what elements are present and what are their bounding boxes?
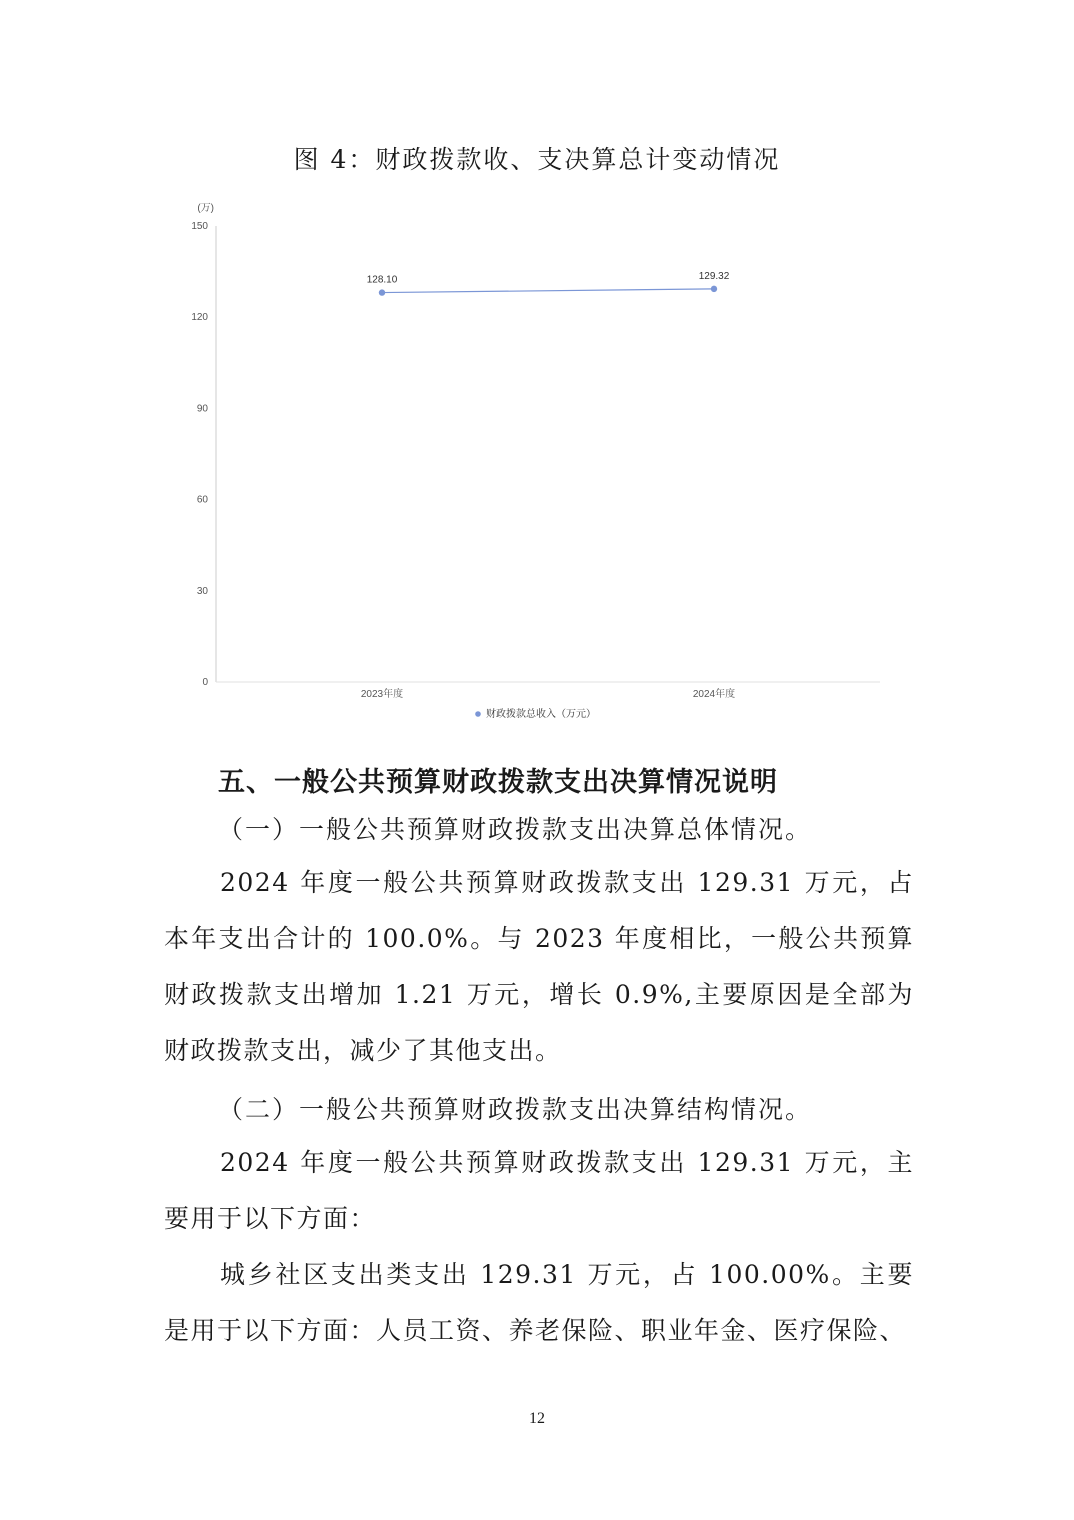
paragraph-overall: 2024 年度一般公共预算财政拨款支出 129.31 万元，占本年支出合计的 100.0%。与 2023 年度相比，一般公共预算财政拨款支出增加 1.21 万元，增长 0.9%,主要原因是全部为财政拨款支出，减少了其他支出。	[164, 868, 914, 1065]
subheading-structure: （二）一般公共预算财政拨款支出决算结构情况。	[218, 1095, 813, 1124]
y-tick-label: 120	[191, 312, 208, 324]
data-label: 129.32	[698, 270, 730, 282]
data-point	[711, 286, 717, 292]
legend-marker	[475, 711, 481, 717]
page-number: 12	[529, 1410, 545, 1427]
data-label: 128.10	[366, 274, 398, 286]
series-line	[382, 289, 714, 293]
x-tick-label: 2023年度	[360, 689, 404, 700]
y-tick-label: 60	[196, 494, 208, 506]
y-tick-label: 0	[202, 677, 208, 688]
section-heading: 五、一般公共预算财政拨款支出决算情况说明	[218, 767, 778, 798]
y-tick-label: 30	[196, 585, 208, 597]
subheading-overall: （一）一般公共预算财政拨款支出决算总体情况。	[218, 815, 813, 844]
data-point	[379, 289, 385, 295]
x-tick-label: 2024年度	[692, 689, 736, 700]
line-chart	[0, 195, 1074, 735]
y-tick-label: 90	[196, 403, 208, 415]
paragraph-structure: 2024 年度一般公共预算财政拨款支出 129.31 万元，主要用于以下方面：	[164, 1148, 914, 1233]
y-tick-label: 150	[191, 221, 208, 232]
y-axis-unit-label: (万)	[197, 203, 214, 214]
figure-title: 图 4：财政拨款收、支决算总计变动情况	[293, 145, 781, 174]
legend-label: 财政拨款总收入（万元）	[486, 709, 596, 720]
paragraph-urban-community: 城乡社区支出类支出 129.31 万元，占 100.00%。主要是用于以下方面：人员工资、养老保险、职业年金、医疗保险、	[164, 1260, 914, 1345]
